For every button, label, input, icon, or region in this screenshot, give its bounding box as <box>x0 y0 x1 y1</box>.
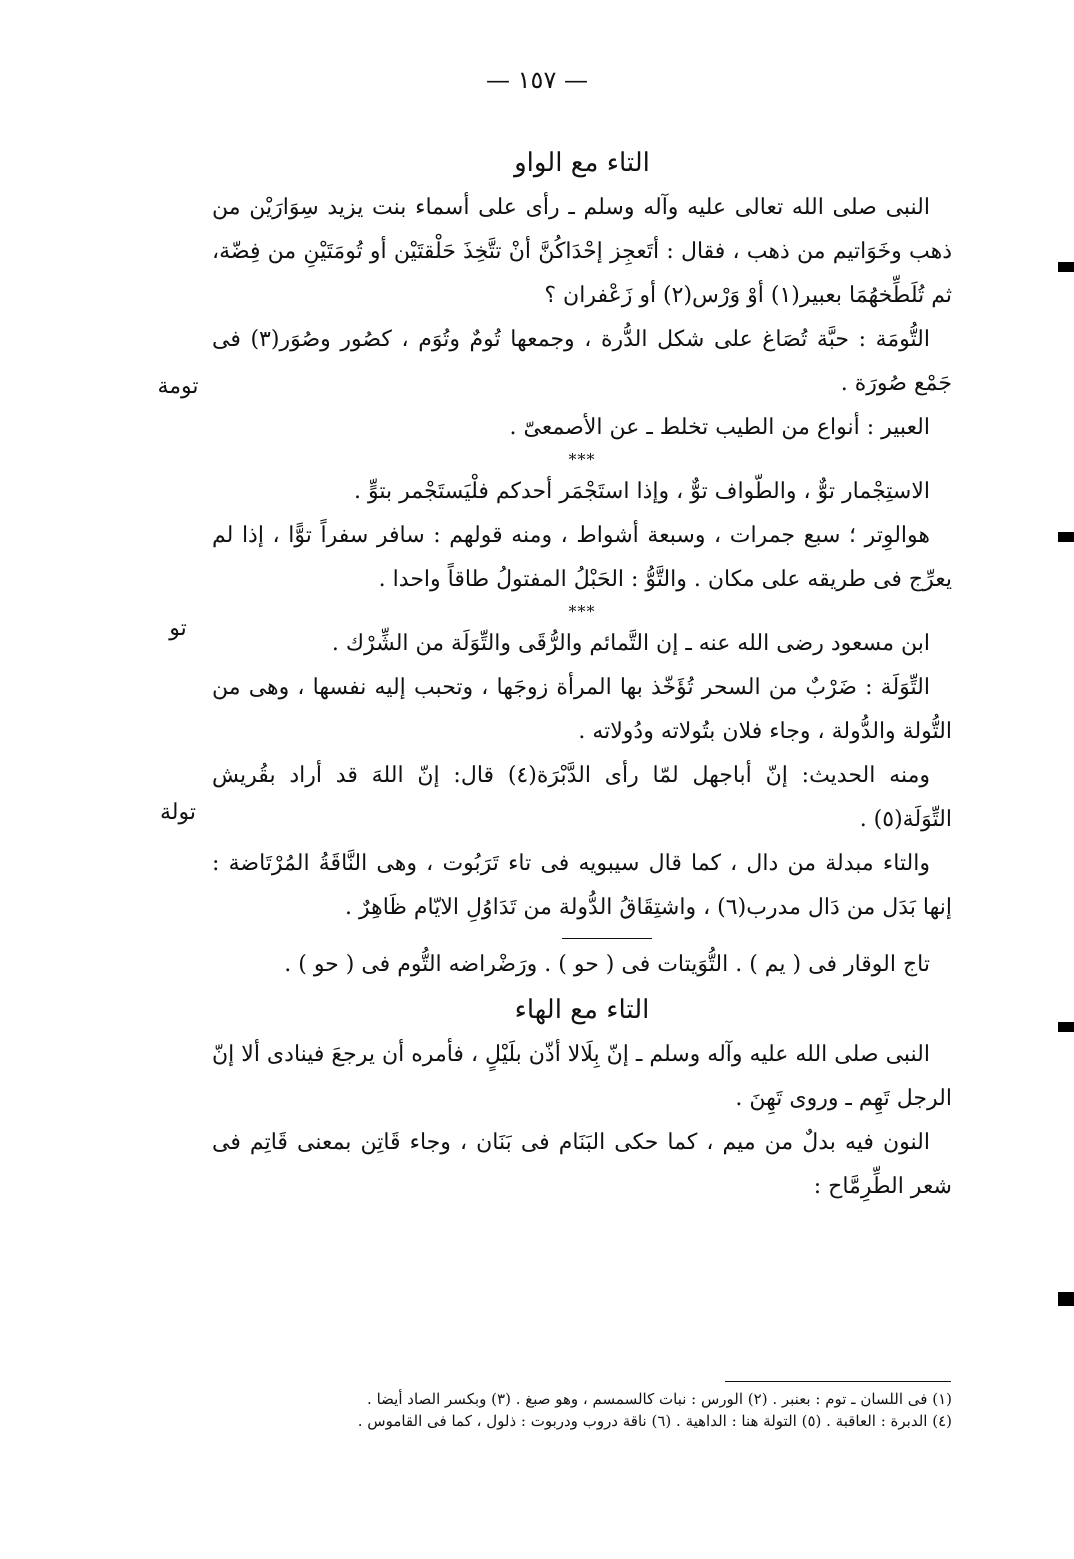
main-text <box>212 140 952 1209</box>
paragraph: هوالوِتر ؛ سبع جمرات ، وسبعة أشواط ، ومنه قولهم : سافر سفراً توًّا ، إذا لم يعرِّج فى طريقه على مكان . والتَّوُّ : الحَبْلُ المفتولُ طاقاً واحدا . <box>212 523 952 592</box>
paragraph: ابن مسعود رضى الله عنه ـ إن التَّمائم والرُّقَى والتِّوَلَة من الشِّرْك . <box>331 631 930 656</box>
paragraph: النبى صلى الله عليه وآله وسلم ـ إنّ بِلَالا أذّن بلَيْلٍ ، فأمره أن يرجعَ فينادى ألا إنّ الرجل تَهِم ـ وروى تَهِنَ . <box>212 1042 952 1111</box>
section-divider <box>562 938 652 939</box>
paragraph: التِّوَلَة : ضَرْبٌ من السحر تُؤَخّذ بها المرأة زوجَها ، وتحبب إليه نفسها ، وهى من التُّولة والدُّولة ، وجاء فلان بتُولاته ودُولاته . <box>212 675 952 744</box>
edge-mark <box>1058 262 1074 272</box>
section-heading: التاء مع الواو <box>514 148 650 178</box>
section-heading: التاء مع الهاء <box>514 995 650 1025</box>
separator-stars: *** <box>568 602 596 621</box>
margin-note-tiwala: تولة <box>160 800 196 825</box>
margin-note-tau: تو <box>169 616 187 641</box>
margin-note-tuma: تومة <box>157 374 199 399</box>
paragraph: الاستِجْمار توٌّ ، والطّواف توٌّ ، وإذا استَجْمَر أحدكم فلْيَستَجْمر بتوٍّ . <box>354 479 930 504</box>
paragraph: النبى صلى الله تعالى عليه وآله وسلم ـ رأى على أسماء بنت يزيد سِوَارَيْن من ذهب وخَوَاتيم من ذهب ، فقال : أتَعجِز إحْدَاكُنَّ أنْ تتَّخِذَ حَلْقتَيْن أو تُومَتَيْنِ من فِضّة، ثم تُلَطِّخهُمَا بعبير(١) أوْ وَرْس(٢) أو زَعْفران ؟ <box>212 195 952 308</box>
footnote-line: (٤) الدبرة : العاقبة . (٥) التولة هنا : الداهية . (٦) ناقة دروب ودربوت : ذلول ، كما فى القاموس . <box>357 1412 952 1430</box>
paragraph: التُّومَة : حبَّة تُصَاغ على شكل الدُّرة ، وجمعها تُومٌ وتُوَم ، كصُور وصُوَر(٣) فى جَمْع صُورَة . <box>212 327 952 396</box>
footnotes <box>230 1388 952 1432</box>
paragraph: ومنه الحديث: إنّ أباجهل لمّا رأى الدَّبْرَة(٤) قال: إنّ اللهَ قد أراد بقُريش التِّوَلَة(٥) . <box>212 763 952 832</box>
cross-reference: تاج الوقار فى ( يم ) . التُّوَيتات فى ( حو ) . ورَضْراضه التُّوم فى ( حو ) . <box>284 952 930 977</box>
paragraph: النون فيه بدلٌ من ميم ، كما حكى البَنَام فى بَنَان ، وجاء قَاتِن بمعنى قَاتِم فى شعر الطِّرِمَّاح : <box>212 1130 952 1199</box>
edge-mark <box>1058 1292 1074 1306</box>
footnote-rule <box>725 1381 951 1382</box>
paragraph: العبير : أنواع من الطيب تخلط ـ عن الأصمعىّ . <box>509 415 930 440</box>
edge-mark <box>1058 532 1074 542</box>
edge-mark <box>1058 1022 1074 1032</box>
paragraph: والتاء مبدلة من دال ، كما قال سيبويه فى تاء تَرَبُوت ، وهى النَّاقَةُ المُرْتَاضة : إنها بَدَل من دَال مدرب(٦) ، واشتِقَاقُ الدُّولة من تَدَاوُلِ الايّام ظَاهِرٌ . <box>212 851 952 920</box>
separator-stars: *** <box>568 450 596 469</box>
page-number: — ١٥٧ — <box>486 66 588 94</box>
footnote-line: (١) فى اللسان ـ توم : بعنبر . (٢) الورس : نبات كالسمسم ، وهو صبغ . (٣) وبكسر الصاد أيضا . <box>367 1390 952 1408</box>
